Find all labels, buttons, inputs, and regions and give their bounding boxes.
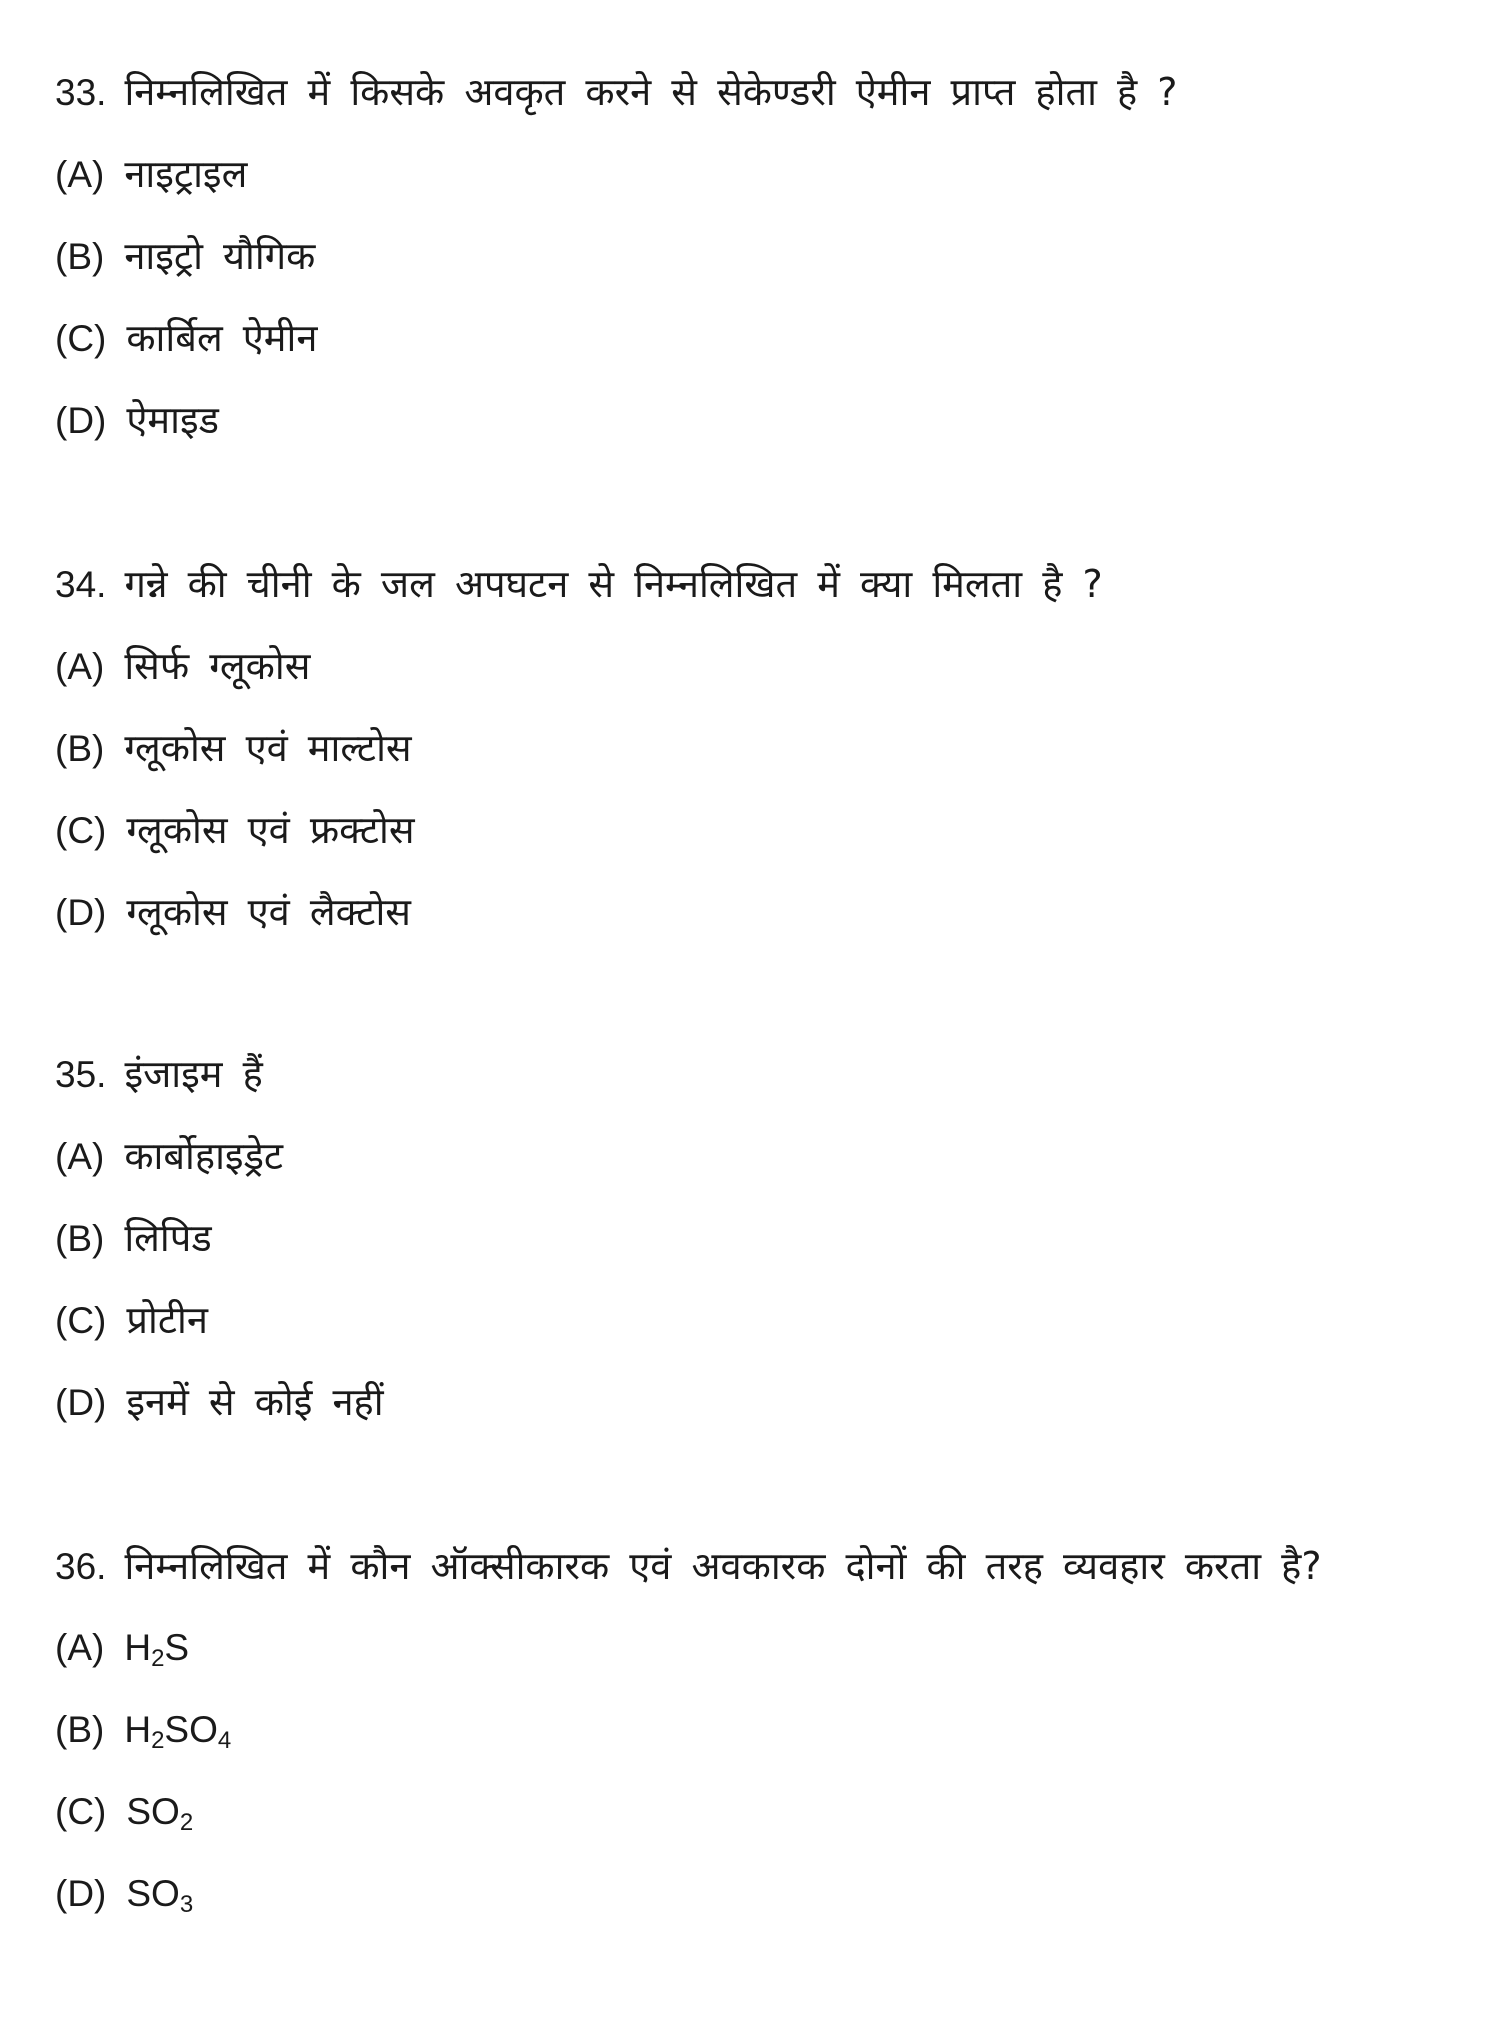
option-c	[55, 806, 1475, 854]
option-letter: (B)	[55, 1709, 105, 1750]
question-stem	[55, 68, 1475, 116]
option-d	[55, 1378, 1475, 1426]
option-letter: (D)	[55, 1873, 107, 1914]
option-b	[55, 1214, 1475, 1262]
option-a	[55, 642, 1475, 690]
option-a	[55, 150, 1475, 198]
formula-subscript: 4	[217, 1727, 232, 1754]
option-b	[55, 1706, 1475, 1754]
option-a	[55, 1624, 1475, 1672]
question-number: 35.	[55, 1054, 107, 1095]
question-33	[55, 68, 1475, 478]
option-text: ग्लूकोस एवं लैक्टोस	[126, 890, 411, 934]
option-letter: (B)	[55, 728, 105, 769]
question-number: 36.	[55, 1546, 107, 1587]
option-text: नाइट्राइल	[124, 152, 248, 196]
option-b	[55, 724, 1475, 772]
option-text: सिर्फ ग्लूकोस	[124, 644, 311, 688]
option-letter: (A)	[55, 1136, 105, 1177]
chemical-formula: $H_2SO_4$	[124, 1709, 232, 1754]
option-letter: (C)	[55, 810, 107, 851]
option-text: नाइट्रो यौगिक	[124, 234, 316, 278]
question-stem	[55, 1542, 1475, 1590]
option-letter: (B)	[55, 1218, 105, 1259]
formula-subscript: 2	[151, 1645, 165, 1672]
option-c	[55, 314, 1475, 362]
question-text: इंजाइम हैं	[124, 1052, 263, 1096]
option-letter: (D)	[55, 892, 107, 933]
option-c	[55, 1296, 1475, 1344]
chemical-formula: $SO_2$	[126, 1791, 194, 1836]
option-text: इनमें से कोई नहीं	[126, 1380, 384, 1424]
option-b	[55, 232, 1475, 280]
question-number: 34.	[55, 564, 107, 605]
question-34	[55, 560, 1475, 970]
question-text: गन्ने की चीनी के जल अपघटन से निम्नलिखित में क्या मिलता है ?	[124, 562, 1103, 606]
question-35	[55, 1050, 1475, 1460]
option-letter: (A)	[55, 154, 105, 195]
option-letter: (C)	[55, 318, 107, 359]
option-d	[55, 1870, 1475, 1918]
option-letter: (B)	[55, 236, 105, 277]
option-c	[55, 1788, 1475, 1836]
option-text: लिपिड	[124, 1216, 212, 1260]
question-number: 33.	[55, 72, 107, 113]
option-text: ऐमाइड	[126, 398, 219, 442]
chemical-formula: $H_2S$	[124, 1627, 190, 1672]
option-letter: (A)	[55, 646, 105, 687]
option-text: ग्लूकोस एवं फ्रक्टोस	[126, 808, 415, 852]
option-text: कार्बिल ऐमीन	[126, 316, 318, 360]
option-text: ग्लूकोस एवं माल्टोस	[124, 726, 412, 770]
option-letter: (C)	[55, 1791, 107, 1832]
chemical-formula: $SO_3$	[126, 1873, 194, 1918]
question-text: निम्नलिखित में किसके अवकृत करने से सेकेण्डरी ऐमीन प्राप्त होता है ?	[124, 70, 1178, 114]
question-text: निम्नलिखित में कौन ऑक्सीकारक एवं अवकारक दोनों की तरह व्यवहार करता है?	[124, 1544, 1322, 1588]
option-d	[55, 888, 1475, 936]
formula-subscript: 3	[179, 1891, 194, 1918]
option-letter: (D)	[55, 400, 107, 441]
question-stem	[55, 560, 1475, 608]
question-36	[55, 1542, 1475, 1952]
option-letter: (A)	[55, 1627, 105, 1668]
option-d	[55, 396, 1475, 444]
formula-subscript: 2	[151, 1727, 165, 1754]
option-letter: (D)	[55, 1382, 107, 1423]
option-a	[55, 1132, 1475, 1180]
option-letter: (C)	[55, 1300, 107, 1341]
option-text: प्रोटीन	[126, 1298, 208, 1342]
question-stem	[55, 1050, 1475, 1098]
formula-subscript: 2	[179, 1809, 194, 1836]
option-text: कार्बोहाइड्रेट	[124, 1134, 284, 1178]
